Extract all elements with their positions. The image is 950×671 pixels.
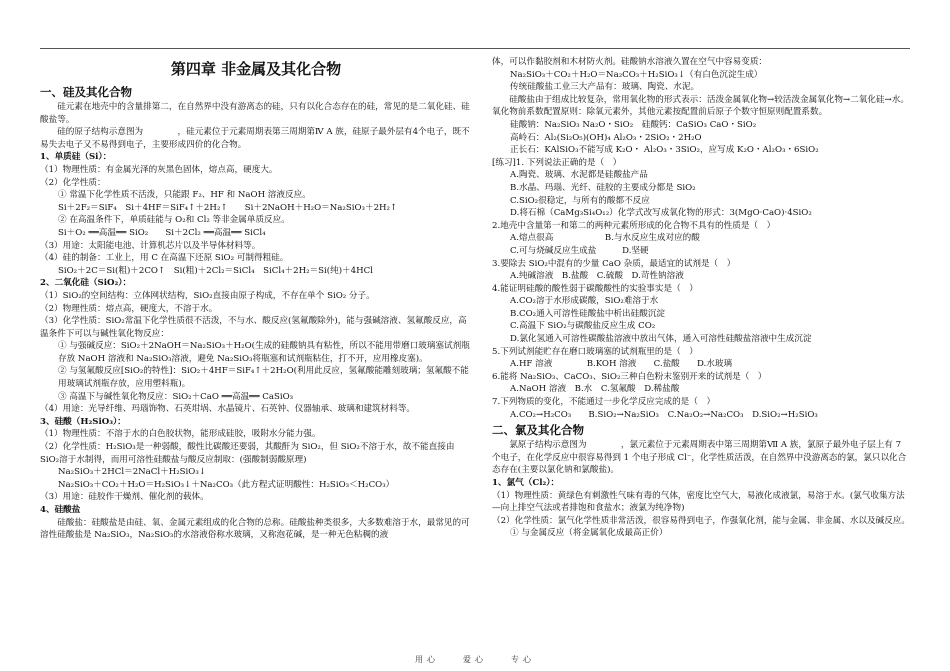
text-line: B.CO₂通入可溶性硅酸盐中析出硅酸沉淀 [510, 308, 666, 319]
text-line: A.熔点很高 B.与水反应生成对应的酸 [510, 233, 700, 244]
subsection-heading: 1、单质硅（Si）： [40, 152, 112, 163]
text-line: 7.下列物质的变化，不能通过一步化学反应完成的是（ ） [492, 397, 716, 408]
text-line: Na₂SiO₃＋CO₂＋H₂O＝H₂SiO₃↓＋Na₂CO₃（此方程式证明酸性：H₂SiO₃＜H₂CO₃） [58, 479, 395, 490]
text-line: Na₂SiO₃＋2HCl＝2NaCl＋H₂SiO₃↓ [58, 467, 206, 478]
text-line: ① 与金属反应（将金属氧化成最高正价） [510, 528, 668, 539]
text-line: 硅酸盐由于组成比较复杂，常用氧化物的形式表示：活泼金属氧化物→较活泼金属氧化物→二氧化硅→水。氧化物前系数配置原则：除氧元素外，其他元素按配置前后原子个数守恒原则配置系数。 [492, 94, 909, 118]
text-line: ③ 高温下与碱性氧化物反应：SiO₂＋CaO ══高温══ CaSiO₃ [58, 391, 294, 402]
text-line: 4.能证明硅酸的酸性弱于碳酸酸性的实验事实是（ ） [492, 283, 698, 294]
text-line: ② 在高温条件下，单质硅能与 O₂和 Cl₂ 等非金属单质反应。 [58, 215, 290, 226]
right-body [492, 56, 912, 540]
text-line: 5.下列试剂能贮存在磨口玻璃塞的试剂瓶里的是（ ） [492, 346, 698, 357]
text-line: ② 与氢氟酸反应[SiO₂的特性]：SiO₂＋4HF＝SiF₄↑＋2H₂O(利用此反应，氢氟酸能雕刻玻璃；氢氟酸不能用玻璃试剂瓶存放，应用塑料瓶)。 [58, 366, 469, 390]
text-line: （2）物理性质：熔点高，硬度大，不溶于水。 [40, 303, 218, 314]
page-footer: 用心 爱心 专心 [415, 655, 535, 664]
text-line: 2.地壳中含量第一和第二的两种元素所形成的化合物不具有的性质是（ ） [492, 220, 776, 231]
text-line: ① 常温下化学性质不活泼，只能跟 F₂、HF 和 NaOH 溶液反应。 [58, 190, 311, 201]
text-line: （1）物理性质：不溶于水的白色胶状物，能形成硅胶，吸附水分能力强。 [40, 429, 321, 440]
text-line: Si＋2F₂＝SiF₄ Si＋4HF＝SiF₄↑＋2H₂↑ Si＋2NaOH＋H₂O＝Na₂SiO₃＋2H₂↑ [58, 202, 398, 213]
text-line: Si＋O₂ ══高温══ SiO₂ Si＋2Cl₂ ══高温══ SiCl₄ [58, 227, 266, 238]
left-body [40, 84, 472, 542]
text-line: 硅的原子结构示意图为 ，硅元素位于元素周期表第三周期第Ⅳ A 族，硅原子最外层有4个电子，既不易失去电子又不易得到电子，主要形成四价的化合物。 [40, 127, 470, 150]
text-line: [练习]1. 下列说法正确的是（ ） [492, 157, 622, 168]
text-line: SiO₂＋2C＝Si(粗)＋2CO↑ Si(粗)＋2Cl₂＝SiCl₄ SiCl₄＋2H₂＝Si(纯)＋4HCl [58, 265, 373, 276]
text-line: A.CO₂→H₂CO₃ B.SiO₂→Na₂SiO₃ C.Na₂O₂→Na₂CO₃ D.SiO₂→H₂SiO₃ [510, 409, 818, 420]
text-line: （1）SiO₂的空间结构：立体网状结构，SiO₂直接由原子构成，不存在单个 SiO₂ 分子。 [40, 290, 375, 301]
text-line: A.HF 溶液 B.KOH 溶液 C.盐酸 D.水玻璃 [510, 359, 733, 370]
text-line: C.可与烧碱反应生成盐 D.坚硬 [510, 245, 649, 256]
text-line: Na₂SiO₃＋CO₂＋H₂O＝Na₂CO₃＋H₂SiO₃↓（有白色沉淀生成） [510, 69, 763, 80]
subsection-heading: 4、硅酸盐 [40, 505, 81, 515]
text-line: （4）用途：光导纤维、玛瑙饰物、石英坩埚、水晶镜片、石英钟、仪器轴承、玻璃和建筑材料等。 [40, 404, 416, 415]
text-line: A.CO₂溶于水形成碳酸，SiO₂难溶于水 [510, 296, 659, 307]
text-line: 正长石：KAlSiO₃不能写成 K₂O・ Al₂O₃・3SiO₂，应写成 K₂O・Al₂O₃・6SiO₂ [510, 145, 819, 156]
subsection-heading: 1、氯气（Cl₂）： [492, 478, 560, 488]
top-rule [40, 48, 910, 49]
text-line: C.高温下 SiO₂与碳酸盐反应生成 CO₂ [510, 321, 656, 332]
section-heading: 一、硅及其化合物 [40, 85, 132, 99]
text-line: D.将石棉（CaMg₃Si₄O₁₂）化学式改写成氧化物的形式：3(MgO·CaO)·4SiO₂ [510, 208, 812, 219]
text-line: 体，可以作黏胶剂和木材防火剂。硅酸钠水溶液久置在空气中容易变质： [492, 57, 768, 67]
text-line: （3）用途：硅胶作干燥剂、催化剂的载体。 [40, 492, 209, 503]
text-line: 6.能将 Na₂SiO₃、CaCO₃、SiO₂三种白色粉末鉴别开来的试剂是（ ） [492, 371, 767, 382]
text-line: 高岭石：Al₂(Si₂O₅)(OH)₄ Al₂O₃・2SiO₂・2H₂O [510, 132, 702, 143]
text-line: （2）化学性质： [40, 177, 106, 188]
text-line: D.氯化氢通入可溶性碳酸盐溶液中放出气体，通入可溶性硅酸盐溶液中生成沉淀 [510, 334, 812, 345]
text-line: 硅元素在地壳中的含量排第二，在自然界中没有游离态的硅，只有以化合态存在的硅，常见的是二氧化硅、硅酸盐等。 [40, 102, 470, 125]
text-line: （3）用途：太阳能电池、计算机芯片以及半导体材料等。 [40, 240, 261, 251]
text-line: 传统硅酸盐工业三大产品有：玻璃、陶瓷、水泥。 [510, 82, 700, 93]
text-line: （2）化学性质：H₂SiO₃是一种弱酸，酸性比碳酸还要弱，其酸酐为 SiO₂，但 SiO₂不溶于水，故不能直接由 SiO₂溶于水制得，而用可溶性硅酸盐与酸反应制取：(强酸制弱酸原理) [40, 442, 455, 465]
left-column [40, 56, 472, 542]
text-line: ① 与强碱反应：SiO₂＋2NaOH＝Na₂SiO₃＋H₂O(生成的硅酸钠具有粘性，所以不能用带磨口玻璃塞试剂瓶存放 NaOH 溶液和 Na₂SiO₃溶液，避免 Na₂SiO₃将瓶塞和试剂瓶粘住，打不开，应用橡皮塞)。 [58, 341, 470, 364]
text-line: A.NaOH 溶液 B.水 C.氢氟酸 D.稀盐酸 [510, 384, 680, 395]
text-line: 氯原子结构示意图为 ，氯元素位于元素周期表中第三周期第Ⅶ A 族，氯原子最外电子层上有 7 个电子，在化学反应中很容易得到 1 个电子形成 Cl⁻，化学性质活泼，在自然界中没游离态的氯，氯只以化合态存在(主要以氯化钠和氯酸盐)。 [492, 440, 907, 476]
text-line: （2）化学性质：氯气化学性质非常活泼，很容易得到电子，作强氧化剂，能与金属、非金属、水以及碱反应。 [492, 515, 910, 526]
text-line: （1）物理性质：有金属光泽的灰黑色固体，熔点高，硬度大。 [40, 164, 278, 175]
text-line: B.水晶、玛瑙、光纤、硅胶的主要成分都是 SiO₂ [510, 182, 696, 193]
subsection-heading: 2、二氧化硅（SiO₂）： [40, 278, 132, 289]
text-line: （1）物理性质：黄绿色有刺激性气味有毒的气体，密度比空气大，易液化成液氯，易溶于水。(氯气收集方法—向上排空气法或者排饱和食盐水；液氯为纯净物) [492, 490, 905, 514]
text-line: （3）化学性质：SiO₂常温下化学性质很不活泼，不与水、酸反应(氢氟酸除外)，能与强碱溶液、氢氟酸反应，高温条件下可以与碱性氧化物反应： [40, 316, 467, 339]
chapter-title: 第四章 非金属及其化合物 [170, 60, 342, 78]
text-line: A.纯碱溶液 B.盐酸 C.硫酸 D.苛性钠溶液 [510, 271, 684, 282]
right-column [492, 56, 912, 540]
section-heading: 二、氯及其化合物 [492, 423, 584, 438]
subsection-heading: 3、硅酸（H₂SiO₃）： [40, 416, 126, 427]
text-line: （4）硅的制备：工业上，用 C 在高温下还原 SiO₂ 可制得粗硅。 [40, 253, 289, 264]
text-line: A.陶瓷、玻璃、水泥都是硅酸盐产品 [510, 170, 648, 181]
text-line: 硅酸盐：硅酸盐是由硅、氧、金属元素组成的化合物的总称。硅酸盐种类很多，大多数难溶于水，最常见的可溶性硅酸盐是 Na₂SiO₃，Na₂SiO₃的水溶液俗称水玻璃，又称泡花碱，是一种无色粘稠的液 [40, 517, 470, 541]
text-line: 硅酸钠：Na₂SiO₃ Na₂O・SiO₂ 硅酸钙：CaSiO₃ CaO・SiO₂ [510, 119, 757, 130]
text-line: 3.要除去 SiO₂中混有的少量 CaO 杂质，最适宜的试剂是（ ） [492, 258, 736, 269]
text-line: C.SiO₂很稳定，与所有的酸都不反应 [510, 195, 650, 206]
